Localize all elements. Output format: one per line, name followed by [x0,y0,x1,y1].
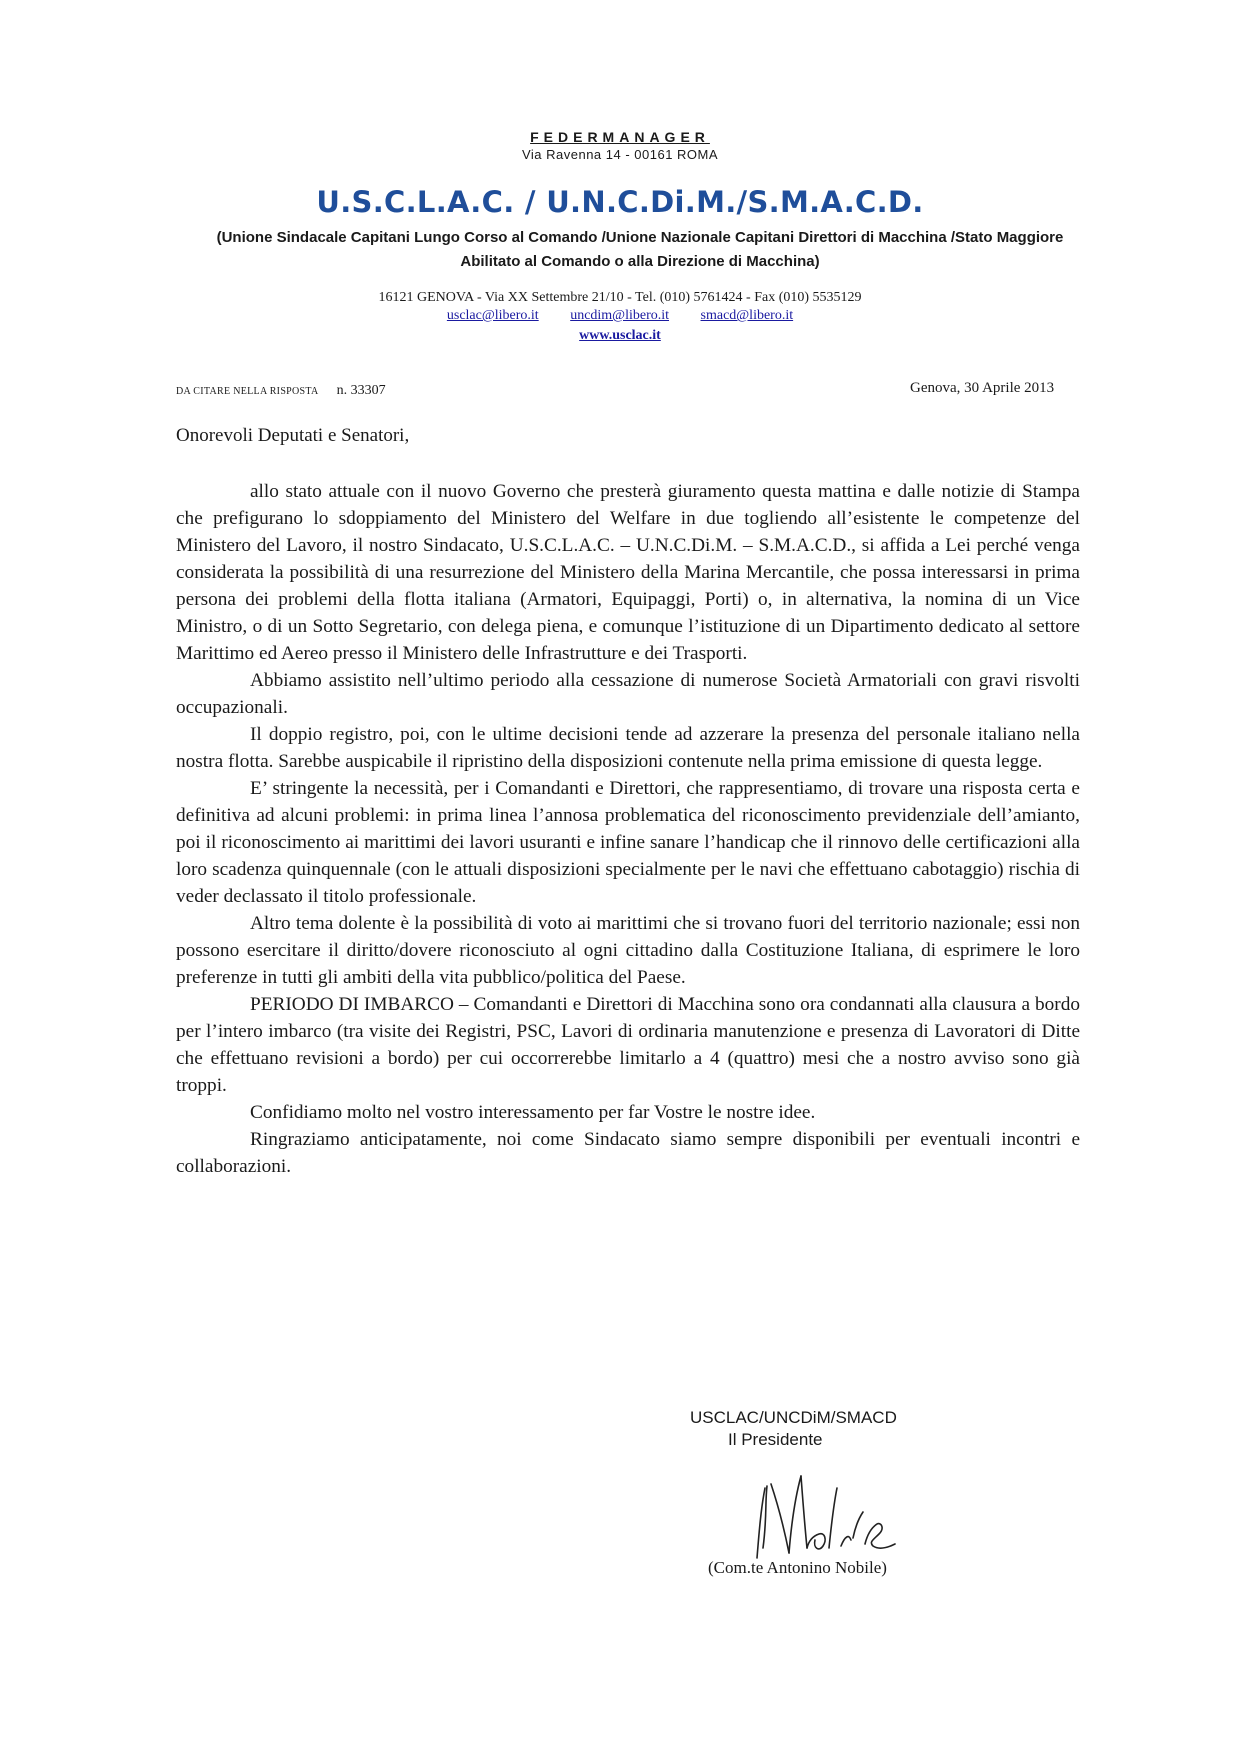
body-paragraph: Confidiamo molto nel vostro interessamento per far Vostre le nostre idee. [250,1102,816,1123]
email-link-smacd[interactable]: smacd@libero.it [700,308,794,323]
salutation: Onorevoli Deputati e Senatori, [176,425,410,446]
website-line [0,328,1240,344]
federation-name: FEDERMANAGER [530,129,710,145]
letter-body [176,478,1080,1180]
signature-role: Il Presidente [728,1430,823,1449]
body-paragraph: Ringraziamo anticipatamente, noi come Sindacato siamo sempre disponibili per eventuali incontri e collaborazioni. [176,1129,1080,1177]
body-paragraph: Altro tema dolente è la possibilità di voto ai marittimi che si trovano fuori del territorio nazionale; essi non possono esercitare il diritto/dovere riconosciuto al ogni cittadino dalla Costituzione Italiana, di esprimere le loro preferenze in tutti gli ambiti della vita pubblico/politica del Paese. [176,913,1080,988]
body-paragraph: Abbiamo assistito nell’ultimo periodo alla cessazione di numerose Società Armatoriali con gravi risvolti occupazionali. [176,670,1080,718]
place-date: Genova, 30 Aprile 2013 [910,380,1055,396]
email-link-uncdim[interactable]: uncdim@libero.it [570,308,670,323]
body-paragraph: E’ stringente la necessità, per i Comandanti e Direttori, che rappresentiamo, di trovare una risposta certa e definitiva ad alcuni problemi: in prima linea l’annosa problematica del riconoscimento previdenziale dell’amianto, poi il riconoscimento ai marittimi dei lavori usuranti e infine sanare l’handicap che il rinnovo delle certificazioni alla loro scadenza quinquennale (con le attuali disposizioni specialmente per le navi che effettuano cabotaggio) rischia di veder declassato il titolo professionale. [176,778,1080,907]
website-link[interactable]: www.usclac.it [579,328,661,343]
body-paragraph: Il doppio registro, poi, con le ultime decisioni tende ad azzerare la presenza del personale italiano nella nostra flotta. Sarebbe auspicabile il ripristino della disposizioni contenute nella prima emissione di questa legge. [176,724,1080,772]
federation-address: Via Ravenna 14 - 00161 ROMA [521,147,719,162]
contact-line: 16121 GENOVA - Via XX Settembre 21/10 - Tel. (010) 5761424 - Fax (010) 5535129 [378,290,862,305]
organization-title: U.S.C.L.A.C. / U.N.C.Di.M./S.M.A.C.D. [316,185,924,219]
signature-org: USCLAC/UNCDiM/SMACD [690,1408,897,1427]
organization-description: (Unione Sindacale Capitani Lungo Corso al Comando /Unione Nazionale Capitani Direttori di Macchina /Stato Maggiore Abilitato al Comando o alla Direzione di Macchina) [216,229,1064,270]
signer-name: (Com.te Antonino Nobile) [708,1558,887,1577]
email-links [0,308,1240,324]
body-paragraph: PERIODO DI IMBARCO – Comandanti e Direttori di Macchina sono ora condannati alla clausura a bordo per l’intero imbarco (tra visite dei Registri, PSC, Lavori di ordinaria manutenzione e presenza di Lavoratori di Ditte che effettuano revisioni a bordo) per cui occorrerebbe limitarlo a 4 (quattro) mesi che a nostro avviso sono già troppi. [176,994,1080,1096]
body-paragraph: allo stato attuale con il nuovo Governo che presterà giuramento questa mattina e dalle notizie di Stampa che prefigurano lo sdoppiamento del Ministero del Welfare in due togliendo all’esistente le competenze del Ministero del Lavoro, il nostro Sindacato, U.S.C.L.A.C. – U.N.C.Di.M. – S.M.A.C.D., si affida a Lei perché venga considerata la possibilità di una resurrezione del Ministero della Marina Mercantile, che possa interessarsi in prima persona dei problemi della flotta italiana (Armatori, Equipaggi, Porti) o, in alternativa, la nomina di un Vice Ministro, o di un Sotto Segretario, con delega piena, e comunque l’istituzione di un Dipartimento dedicato al settore Marittimo ed Aereo presso il Ministero delle Infrastrutture e dei Trasporti. [176,481,1080,664]
email-link-usclac[interactable]: usclac@libero.it [446,308,539,323]
reference-label: DA CITARE NELLA RISPOSTA [176,386,319,397]
reference-number: n. 33307 [336,383,386,398]
signature-block [690,1407,897,1451]
reference-line [176,383,386,399]
handwritten-signature [745,1448,925,1568]
